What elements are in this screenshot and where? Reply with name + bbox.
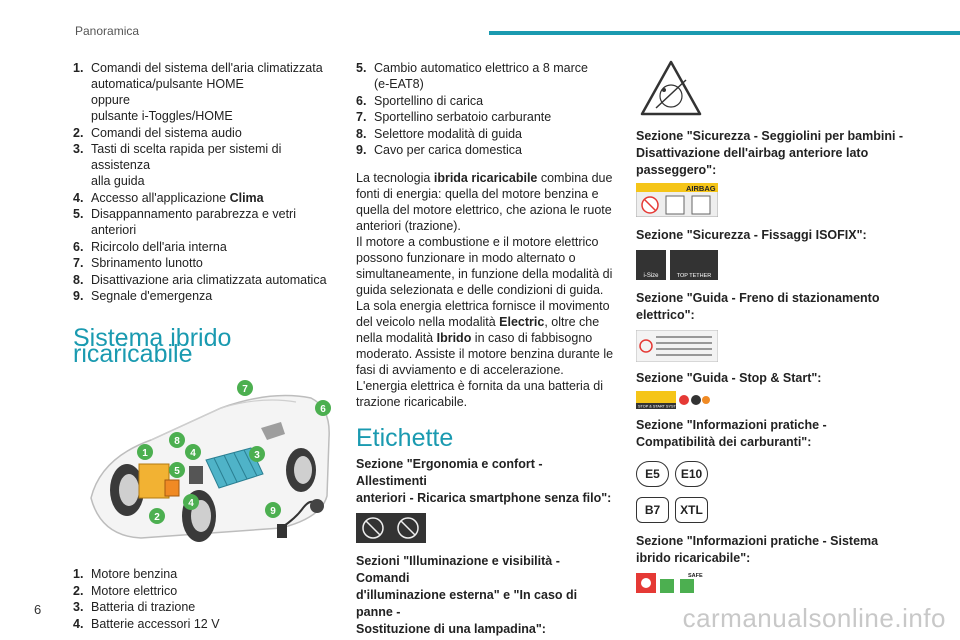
- components-list-continued: [356, 60, 614, 158]
- label-ergonomia-heading: Sezione "Ergonomia e confort - Allestimenti anteriori - Ricarica smartphone senza filo":: [356, 457, 612, 505]
- label-ibrido-heading: Sezione "Informazioni pratiche - Sistema ibrido ricaricabile":: [636, 534, 879, 565]
- callout-9-label: 9: [270, 506, 276, 517]
- callout-8-label: 8: [174, 436, 180, 447]
- list-item: 9. Segnale d'emergenza: [73, 289, 213, 303]
- callout-7-label: 7: [242, 384, 248, 395]
- callout-1-label: 1: [142, 448, 148, 459]
- label-airbag-heading: Sezione "Sicurezza - Seggiolini per bambini - Disattivazione dell'airbag anteriore lato passeggero":: [636, 129, 904, 177]
- list-item: 3. Batteria di trazione: [73, 600, 196, 614]
- hybrid-system-title: Sistema ibrido ricaricabile: [73, 324, 232, 368]
- label-carburanti-heading: Sezione "Informazioni pratiche - Compatibilità dei carburanti":: [636, 418, 827, 449]
- column-right: [636, 60, 906, 595]
- list-item: 9. Cavo per carica domestica: [356, 143, 522, 157]
- fuel-xtl-icon: XTL: [675, 497, 708, 523]
- components-list: [73, 566, 333, 632]
- fuel-e10-icon: E10: [675, 461, 708, 487]
- watermark: carmanualsonline.info: [682, 603, 946, 633]
- fuel-labels-row-1: [636, 461, 906, 487]
- label-isofix-heading: Sezione "Sicurezza - Fissaggi ISOFIX":: [636, 228, 867, 242]
- callout-4a-label: 4: [190, 448, 196, 459]
- list-item: 5. Cambio automatico elettrico a 8 marce (e-EAT8): [356, 61, 588, 91]
- list-item: 2. Comandi del sistema audio: [73, 125, 242, 140]
- page-number: 6: [34, 602, 42, 617]
- header-section-title: Panoramica: [75, 24, 140, 38]
- label-freno-heading: Sezione "Guida - Freno di stazionamento elettrico":: [636, 291, 880, 322]
- callout-3-label: 3: [254, 450, 260, 461]
- callout-2-label: 2: [154, 512, 160, 523]
- stop-start-sticker: [636, 391, 710, 409]
- label-illuminazione-heading: Sezioni "Illuminazione e visibilità - Comandi d'illuminazione esterna" e "In caso di panne - Sostituzione di una lampadina":: [356, 554, 578, 636]
- header-accent-bar: [489, 31, 960, 35]
- fuel-b7-icon: B7: [636, 497, 669, 523]
- fuel-e5-icon: E5: [636, 461, 669, 487]
- label-stop-start-heading: Sezione "Guida - Stop & Start":: [636, 371, 822, 385]
- electric-motor: [165, 480, 179, 496]
- fuel-labels-row-2: [636, 497, 906, 523]
- list-item: 5. Disappannamento parabrezza e vetri anteriori: [73, 207, 296, 237]
- stop-start-sticker-text: STOP & START SYSTEM: [638, 404, 682, 409]
- rear-wheel: [286, 448, 316, 492]
- callout-6-label: 6: [320, 404, 326, 415]
- list-item: 6. Sportellino di carica: [356, 93, 484, 108]
- list-item: 3. Tasti di scelta rapida per sistemi di assistenza alla guida: [73, 142, 282, 188]
- list-item: 6. Ricircolo dell'aria interna: [73, 239, 227, 254]
- list-item: 2. Motore elettrico: [73, 583, 178, 598]
- hybrid-system-sticker: [636, 571, 708, 595]
- hybrid-sticker-text: SAFE: [688, 573, 703, 579]
- controls-list: [73, 60, 333, 304]
- airbag-sticker-text: AIRBAG: [686, 184, 716, 193]
- labels-title: Etichette: [356, 424, 454, 452]
- callout-5-label: 5: [174, 466, 180, 477]
- list-item: 1. Motore benzina: [73, 567, 178, 581]
- list-item: 8. Selettore modalità di guida: [356, 126, 523, 141]
- parking-brake-sticker: [636, 330, 718, 362]
- wireless-charging-sticker: [356, 513, 426, 543]
- hybrid-car-diagram: [81, 378, 339, 548]
- column-middle: [356, 60, 614, 638]
- list-item: 1. Comandi del sistema dell'aria climatizzata automatica/pulsante HOME oppure pulsante i-Toggles/HOME: [73, 61, 323, 123]
- airbag-sticker: [636, 183, 718, 217]
- callout-4b-label: 4: [188, 498, 194, 509]
- hybrid-description: La tecnologia ibrida ricaricabile combina due fonti di energia: quella del motore benzina e quella del motore elettrico, che aziona le ruote anteriori (trazione). Il motore a combustione e il motore elettrico possono funzionare in modo alternato o simultaneamente, in funzione della modalità di guida selezionata e delle condizioni di guida. La sola energia elettrica fornisce il movimento del veicolo nella modalità Electric, oltre che nella modalità Ibrido in caso di fabbisogno moderato. Assiste il motore benzina durante le fasi di avviamento e di accelerazione. L'energia elettrica è fornita da una batteria di trazione ricaricabile.: [356, 171, 614, 409]
- column-left: [73, 60, 333, 632]
- isize-text: i-Size: [643, 273, 659, 279]
- accessory-battery: [189, 466, 203, 484]
- list-item: 8. Disattivazione aria climatizzata automatica: [73, 272, 327, 287]
- list-item: 7. Sportellino serbatoio carburante: [356, 110, 552, 124]
- airbag-warning-icon: [640, 60, 702, 118]
- list-item: 4. Accesso all'applicazione Clima: [73, 190, 264, 205]
- list-item: 4. Batterie accessori 12 V: [73, 616, 220, 631]
- top-tether-text: TOP TETHER: [676, 273, 712, 279]
- list-item: 7. Sbrinamento lunotto: [73, 256, 203, 270]
- isofix-sticker: [636, 250, 718, 280]
